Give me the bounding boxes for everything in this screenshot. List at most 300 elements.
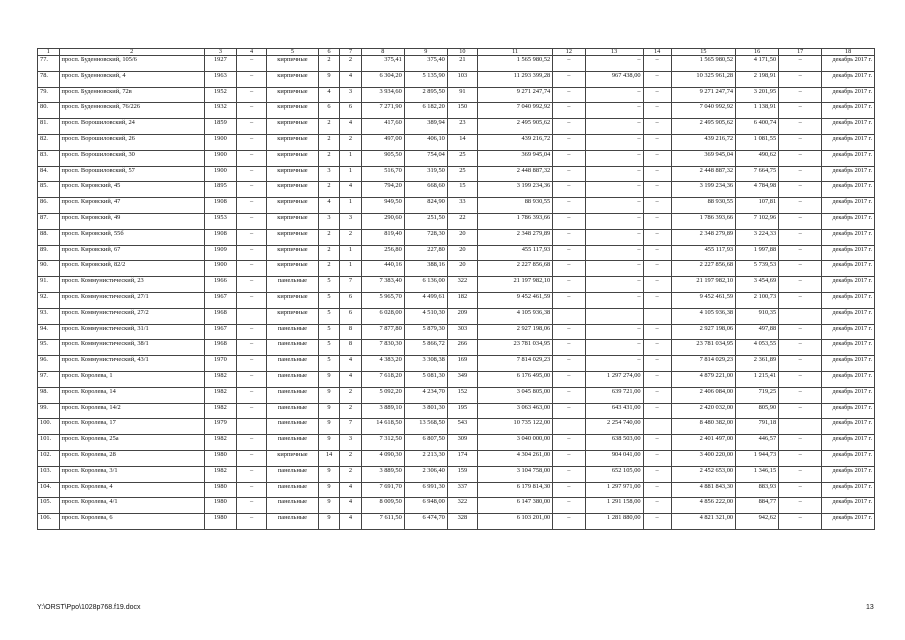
cell-entrances: 4: [340, 514, 362, 530]
cell-col-12: –: [553, 482, 585, 498]
cell-cost-total: 11 293 399,28: [477, 71, 552, 87]
cell-living-area: 4 499,61: [404, 292, 447, 308]
cell-total-area: 290,60: [361, 213, 404, 229]
cell-col-14: –: [643, 103, 671, 119]
cell-address: просп. Коммунистический, 43/1: [59, 356, 204, 372]
cell-floors: 2: [318, 119, 340, 135]
cell-cost-col-13: –: [585, 134, 643, 150]
column-number: 1: [38, 49, 60, 56]
cell-col-17: –: [779, 166, 822, 182]
cell-living-area: 5 081,30: [404, 371, 447, 387]
table-row: [38, 387, 875, 403]
cell-address: просп. Королева, 25а: [59, 435, 204, 451]
cell-living-area: 251,50: [404, 213, 447, 229]
cell-address: просп. Королева, 4/1: [59, 498, 204, 514]
cell-cost-per-sqm: 7 664,75: [736, 166, 779, 182]
cell-residents: 209: [447, 308, 477, 324]
cell-cost-col-15: 2 227 856,68: [671, 261, 736, 277]
cell-floors: 9: [318, 466, 340, 482]
table-row: [38, 119, 875, 135]
cell-address: просп. Коммунистический, 38/1: [59, 340, 204, 356]
cell-cost-total: 6 176 495,00: [477, 371, 552, 387]
cell-col-17: –: [779, 261, 822, 277]
cell-cost-col-13: 638 503,00: [585, 435, 643, 451]
cell-residents: 25: [447, 150, 477, 166]
cell-total-area: 7 830,30: [361, 340, 404, 356]
cell-address: просп. Королева, 4: [59, 482, 204, 498]
cell-entrances: 4: [340, 498, 362, 514]
cell-living-area: 3 801,30: [404, 403, 447, 419]
cell-residents: 303: [447, 324, 477, 340]
cell-deadline: декабрь 2017 г.: [822, 324, 875, 340]
cell-entrances: 4: [340, 71, 362, 87]
cell-row-number: 92.: [38, 292, 60, 308]
cell-row-number: 100.: [38, 419, 60, 435]
cell-residents: 20: [447, 245, 477, 261]
cell-build-year: 1908: [204, 229, 236, 245]
cell-cost-col-13: –: [585, 87, 643, 103]
cell-living-area: 13 568,50: [404, 419, 447, 435]
cell-col-17: –: [779, 482, 822, 498]
column-number: 7: [340, 49, 362, 56]
cell-cost-col-13: 2 254 740,00: [585, 419, 643, 435]
cell-total-area: 7 618,20: [361, 371, 404, 387]
cell-row-number: 89.: [38, 245, 60, 261]
cell-address: просп. Ворошиловский, 24: [59, 119, 204, 135]
cell-col-14: –: [643, 356, 671, 372]
cell-col-14: –: [643, 229, 671, 245]
table-row: [38, 166, 875, 182]
cell-row-number: 81.: [38, 119, 60, 135]
cell-deadline: декабрь 2017 г.: [822, 387, 875, 403]
cell-cost-total: 4 304 261,00: [477, 450, 552, 466]
cell-cost-per-sqm: 1 944,73: [736, 450, 779, 466]
cell-wall-material: панельные: [267, 466, 319, 482]
cell-row-number: 105.: [38, 498, 60, 514]
cell-cost-total: 439 216,72: [477, 134, 552, 150]
cell-row-number: 77.: [38, 56, 60, 72]
cell-col-17: –: [779, 277, 822, 293]
cell-wall-material: кирпичные: [267, 182, 319, 198]
cell-cost-col-15: 9 271 247,74: [671, 87, 736, 103]
cell-entrances: 6: [340, 308, 362, 324]
cell-col-14: –: [643, 324, 671, 340]
cell-col-17: –: [779, 450, 822, 466]
cell-cost-col-15: 2 348 279,89: [671, 229, 736, 245]
cell-wall-material: панельные: [267, 514, 319, 530]
cell-col-12: –: [553, 150, 585, 166]
column-number: 11: [477, 49, 552, 56]
cell-col-12: –: [553, 56, 585, 72]
cell-cost-col-15: 1 565 980,52: [671, 56, 736, 72]
cell-cost-col-13: 967 438,00: [585, 71, 643, 87]
cell-wall-material: кирпичные: [267, 308, 319, 324]
cell-cost-per-sqm: 883,93: [736, 482, 779, 498]
cell-address: просп. Королева, 17: [59, 419, 204, 435]
cell-cost-col-15: 439 216,72: [671, 134, 736, 150]
cell-living-area: 227,80: [404, 245, 447, 261]
cell-deadline: декабрь 2017 г.: [822, 182, 875, 198]
cell-residents: 349: [447, 371, 477, 387]
cell-entrances: 4: [340, 371, 362, 387]
cell-col-4: –: [237, 387, 267, 403]
cell-entrances: 2: [340, 387, 362, 403]
cell-cost-col-15: 369 945,04: [671, 150, 736, 166]
column-number: 17: [779, 49, 822, 56]
cell-living-area: 6 948,00: [404, 498, 447, 514]
cell-row-number: 86.: [38, 198, 60, 214]
cell-wall-material: панельные: [267, 498, 319, 514]
cell-row-number: 88.: [38, 229, 60, 245]
cell-cost-per-sqm: 490,62: [736, 150, 779, 166]
cell-cost-total: 4 105 936,38: [477, 308, 552, 324]
cell-col-4: [237, 308, 267, 324]
cell-col-14: –: [643, 514, 671, 530]
cell-cost-col-13: 1 297 971,00: [585, 482, 643, 498]
cell-entrances: 7: [340, 277, 362, 293]
cell-residents: 182: [447, 292, 477, 308]
cell-address: просп. Коммунистический, 27/2: [59, 308, 204, 324]
cell-col-4: –: [237, 182, 267, 198]
cell-floors: 9: [318, 498, 340, 514]
cell-living-area: 5 879,30: [404, 324, 447, 340]
cell-entrances: 1: [340, 150, 362, 166]
cell-wall-material: кирпичные: [267, 245, 319, 261]
cell-col-17: –: [779, 103, 822, 119]
cell-cost-per-sqm: 791,18: [736, 419, 779, 435]
cell-total-area: 3 934,60: [361, 87, 404, 103]
cell-build-year: 1982: [204, 371, 236, 387]
cell-floors: 2: [318, 229, 340, 245]
cell-col-14: –: [643, 245, 671, 261]
cell-cost-col-13: –: [585, 245, 643, 261]
cell-living-area: 2 895,50: [404, 87, 447, 103]
cell-floors: 5: [318, 277, 340, 293]
cell-wall-material: панельные: [267, 387, 319, 403]
cell-cost-total: 21 197 982,10: [477, 277, 552, 293]
cell-cost-total: 3 104 758,00: [477, 466, 552, 482]
cell-cost-total: 6 103 201,00: [477, 514, 552, 530]
cell-floors: 4: [318, 87, 340, 103]
cell-cost-col-15: 88 930,55: [671, 198, 736, 214]
cell-floors: 6: [318, 103, 340, 119]
cell-living-area: 375,40: [404, 56, 447, 72]
cell-floors: 3: [318, 166, 340, 182]
cell-address: просп. Коммунистический, 31/1: [59, 324, 204, 340]
table-row: [38, 261, 875, 277]
cell-row-number: 96.: [38, 356, 60, 372]
cell-col-4: –: [237, 403, 267, 419]
cell-living-area: 3 308,38: [404, 356, 447, 372]
cell-col-4: –: [237, 198, 267, 214]
cell-build-year: 1982: [204, 387, 236, 403]
cell-entrances: 7: [340, 419, 362, 435]
cell-living-area: 754,04: [404, 150, 447, 166]
cell-floors: 9: [318, 482, 340, 498]
cell-row-number: 87.: [38, 213, 60, 229]
cell-total-area: 5 092,20: [361, 387, 404, 403]
cell-col-12: –: [553, 403, 585, 419]
cell-col-12: –: [553, 119, 585, 135]
cell-cost-total: 88 930,55: [477, 198, 552, 214]
cell-living-area: 5 135,90: [404, 71, 447, 87]
cell-build-year: 1908: [204, 198, 236, 214]
cell-build-year: 1859: [204, 119, 236, 135]
cell-col-12: –: [553, 213, 585, 229]
cell-col-12: –: [553, 134, 585, 150]
cell-col-12: [553, 419, 585, 435]
cell-deadline: декабрь 2017 г.: [822, 103, 875, 119]
cell-col-14: –: [643, 292, 671, 308]
cell-col-12: [553, 308, 585, 324]
cell-total-area: 8 009,50: [361, 498, 404, 514]
table-row: [38, 450, 875, 466]
cell-build-year: 1952: [204, 87, 236, 103]
cell-cost-col-15: 2 448 887,32: [671, 166, 736, 182]
cell-cost-per-sqm: 7 102,96: [736, 213, 779, 229]
cell-col-4: –: [237, 356, 267, 372]
cell-entrances: 4: [340, 356, 362, 372]
table-row: [38, 292, 875, 308]
cell-total-area: 516,70: [361, 166, 404, 182]
cell-col-12: –: [553, 103, 585, 119]
cell-wall-material: панельные: [267, 435, 319, 451]
cell-cost-per-sqm: 3 224,33: [736, 229, 779, 245]
cell-floors: 14: [318, 450, 340, 466]
cell-total-area: 417,60: [361, 119, 404, 135]
cell-living-area: 406,10: [404, 134, 447, 150]
cell-floors: 5: [318, 292, 340, 308]
cell-col-17: –: [779, 514, 822, 530]
cell-cost-col-15: 10 325 961,28: [671, 71, 736, 87]
cell-col-17: –: [779, 324, 822, 340]
cell-deadline: декабрь 2017 г.: [822, 419, 875, 435]
cell-cost-col-13: 904 041,00: [585, 450, 643, 466]
cell-entrances: 3: [340, 213, 362, 229]
cell-cost-col-13: –: [585, 56, 643, 72]
cell-deadline: декабрь 2017 г.: [822, 245, 875, 261]
cell-wall-material: панельные: [267, 403, 319, 419]
column-number: 18: [822, 49, 875, 56]
table-row: [38, 198, 875, 214]
cell-entrances: 8: [340, 340, 362, 356]
cell-cost-col-15: 2 420 032,00: [671, 403, 736, 419]
cell-residents: 33: [447, 198, 477, 214]
footer-file-path: Y:\ORST\Ppo\1028p768.f19.docx: [37, 604, 141, 611]
cell-deadline: декабрь 2017 г.: [822, 435, 875, 451]
cell-total-area: 819,40: [361, 229, 404, 245]
cell-col-14: –: [643, 403, 671, 419]
cell-floors: 5: [318, 340, 340, 356]
cell-row-number: 93.: [38, 308, 60, 324]
table-body: [38, 49, 875, 530]
cell-cost-col-13: 639 721,00: [585, 387, 643, 403]
cell-address: просп. Буденновский, 4: [59, 71, 204, 87]
cell-cost-col-15: 3 400 220,00: [671, 450, 736, 466]
cell-deadline: декабрь 2017 г.: [822, 87, 875, 103]
cell-deadline: декабрь 2017 г.: [822, 498, 875, 514]
cell-cost-total: 2 227 856,68: [477, 261, 552, 277]
cell-entrances: 2: [340, 466, 362, 482]
cell-col-4: –: [237, 103, 267, 119]
cell-wall-material: кирпичные: [267, 103, 319, 119]
cell-residents: 23: [447, 119, 477, 135]
cell-cost-col-15: 2 401 497,00: [671, 435, 736, 451]
cell-cost-per-sqm: 1 346,15: [736, 466, 779, 482]
cell-living-area: 4 510,30: [404, 308, 447, 324]
cell-col-17: –: [779, 403, 822, 419]
cell-total-area: 949,50: [361, 198, 404, 214]
page-number: 13: [866, 604, 874, 611]
cell-wall-material: панельные: [267, 340, 319, 356]
cell-living-area: 5 866,72: [404, 340, 447, 356]
cell-col-14: –: [643, 119, 671, 135]
cell-col-12: –: [553, 371, 585, 387]
cell-build-year: 1900: [204, 166, 236, 182]
cell-address: просп. Королева, 1: [59, 371, 204, 387]
cell-col-4: –: [237, 134, 267, 150]
cell-residents: 322: [447, 498, 477, 514]
cell-total-area: 7 312,50: [361, 435, 404, 451]
cell-total-area: 375,41: [361, 56, 404, 72]
cell-col-4: –: [237, 292, 267, 308]
column-number: 8: [361, 49, 404, 56]
cell-floors: 9: [318, 435, 340, 451]
cell-cost-per-sqm: 3 201,95: [736, 87, 779, 103]
cell-floors: 2: [318, 261, 340, 277]
cell-deadline: декабрь 2017 г.: [822, 514, 875, 530]
cell-address: просп. Ворошиловский, 26: [59, 134, 204, 150]
cell-residents: 21: [447, 56, 477, 72]
cell-col-14: –: [643, 182, 671, 198]
cell-build-year: 1980: [204, 450, 236, 466]
cell-entrances: 2: [340, 134, 362, 150]
cell-col-17: –: [779, 213, 822, 229]
cell-col-17: –: [779, 71, 822, 87]
cell-col-12: –: [553, 450, 585, 466]
cell-address: просп. Коммунистический, 23: [59, 277, 204, 293]
cell-total-area: 440,16: [361, 261, 404, 277]
cell-living-area: 6 991,30: [404, 482, 447, 498]
cell-build-year: 1966: [204, 277, 236, 293]
table-row: [38, 466, 875, 482]
column-number: 6: [318, 49, 340, 56]
cell-cost-col-15: 7 814 029,23: [671, 356, 736, 372]
cell-row-number: 101.: [38, 435, 60, 451]
cell-build-year: 1963: [204, 71, 236, 87]
cell-deadline: декабрь 2017 г.: [822, 356, 875, 372]
cell-entrances: 3: [340, 87, 362, 103]
cell-col-4: –: [237, 482, 267, 498]
cell-entrances: 2: [340, 229, 362, 245]
table-row: [38, 229, 875, 245]
cell-row-number: 106.: [38, 514, 60, 530]
cell-cost-total: 3 063 463,00: [477, 403, 552, 419]
cell-residents: 159: [447, 466, 477, 482]
cell-col-17: –: [779, 119, 822, 135]
cell-entrances: 3: [340, 435, 362, 451]
cell-address: просп. Кировский, 82/2: [59, 261, 204, 277]
cell-total-area: 6 028,00: [361, 308, 404, 324]
cell-build-year: 1927: [204, 56, 236, 72]
cell-col-4: –: [237, 245, 267, 261]
cell-col-14: –: [643, 213, 671, 229]
housing-table: [37, 48, 875, 530]
cell-col-4: –: [237, 450, 267, 466]
cell-deadline: декабрь 2017 г.: [822, 292, 875, 308]
cell-total-area: 7 611,50: [361, 514, 404, 530]
cell-col-17: –: [779, 87, 822, 103]
cell-cost-col-15: 2 927 198,06: [671, 324, 736, 340]
cell-cost-total: 3 045 805,00: [477, 387, 552, 403]
cell-col-4: –: [237, 514, 267, 530]
cell-col-17: –: [779, 182, 822, 198]
cell-col-12: –: [553, 292, 585, 308]
cell-col-4: –: [237, 119, 267, 135]
cell-col-4: –: [237, 466, 267, 482]
cell-cost-col-15: 7 040 992,92: [671, 103, 736, 119]
cell-col-17: –: [779, 150, 822, 166]
cell-address: просп. Кировский, 49: [59, 213, 204, 229]
column-number: 2: [59, 49, 204, 56]
cell-deadline: декабрь 2017 г.: [822, 450, 875, 466]
cell-col-14: –: [643, 340, 671, 356]
cell-floors: 9: [318, 514, 340, 530]
cell-cost-total: 6 179 814,30: [477, 482, 552, 498]
cell-col-12: –: [553, 387, 585, 403]
cell-deadline: декабрь 2017 г.: [822, 403, 875, 419]
cell-cost-total: 23 781 034,95: [477, 340, 552, 356]
cell-wall-material: панельные: [267, 356, 319, 372]
cell-col-14: [643, 419, 671, 435]
cell-total-area: 7 271,90: [361, 103, 404, 119]
cell-cost-col-13: –: [585, 166, 643, 182]
table-row: [38, 324, 875, 340]
cell-col-12: –: [553, 340, 585, 356]
table-row: [38, 150, 875, 166]
cell-floors: 2: [318, 182, 340, 198]
cell-total-area: 6 304,20: [361, 71, 404, 87]
cell-col-12: –: [553, 261, 585, 277]
cell-cost-col-15: 4 105 936,38: [671, 308, 736, 324]
cell-total-area: 5 965,70: [361, 292, 404, 308]
cell-cost-col-15: 1 786 393,66: [671, 213, 736, 229]
cell-col-17: –: [779, 56, 822, 72]
cell-total-area: 497,00: [361, 134, 404, 150]
cell-residents: 91: [447, 87, 477, 103]
cell-cost-total: 7 040 992,92: [477, 103, 552, 119]
cell-col-17: –: [779, 340, 822, 356]
cell-address: просп. Кировский, 47: [59, 198, 204, 214]
cell-row-number: 104.: [38, 482, 60, 498]
cell-residents: 169: [447, 356, 477, 372]
cell-build-year: 1970: [204, 356, 236, 372]
table-row: [38, 134, 875, 150]
cell-col-14: –: [643, 198, 671, 214]
cell-cost-col-13: –: [585, 182, 643, 198]
cell-wall-material: панельные: [267, 277, 319, 293]
cell-address: просп. Королева, 14/2: [59, 403, 204, 419]
cell-deadline: декабрь 2017 г.: [822, 308, 875, 324]
cell-cost-col-13: 1 297 274,00: [585, 371, 643, 387]
cell-cost-total: 9 271 247,74: [477, 87, 552, 103]
cell-entrances: 1: [340, 245, 362, 261]
cell-col-14: –: [643, 466, 671, 482]
cell-living-area: 6 182,20: [404, 103, 447, 119]
cell-row-number: 94.: [38, 324, 60, 340]
cell-cost-total: 2 448 887,32: [477, 166, 552, 182]
cell-residents: 309: [447, 435, 477, 451]
